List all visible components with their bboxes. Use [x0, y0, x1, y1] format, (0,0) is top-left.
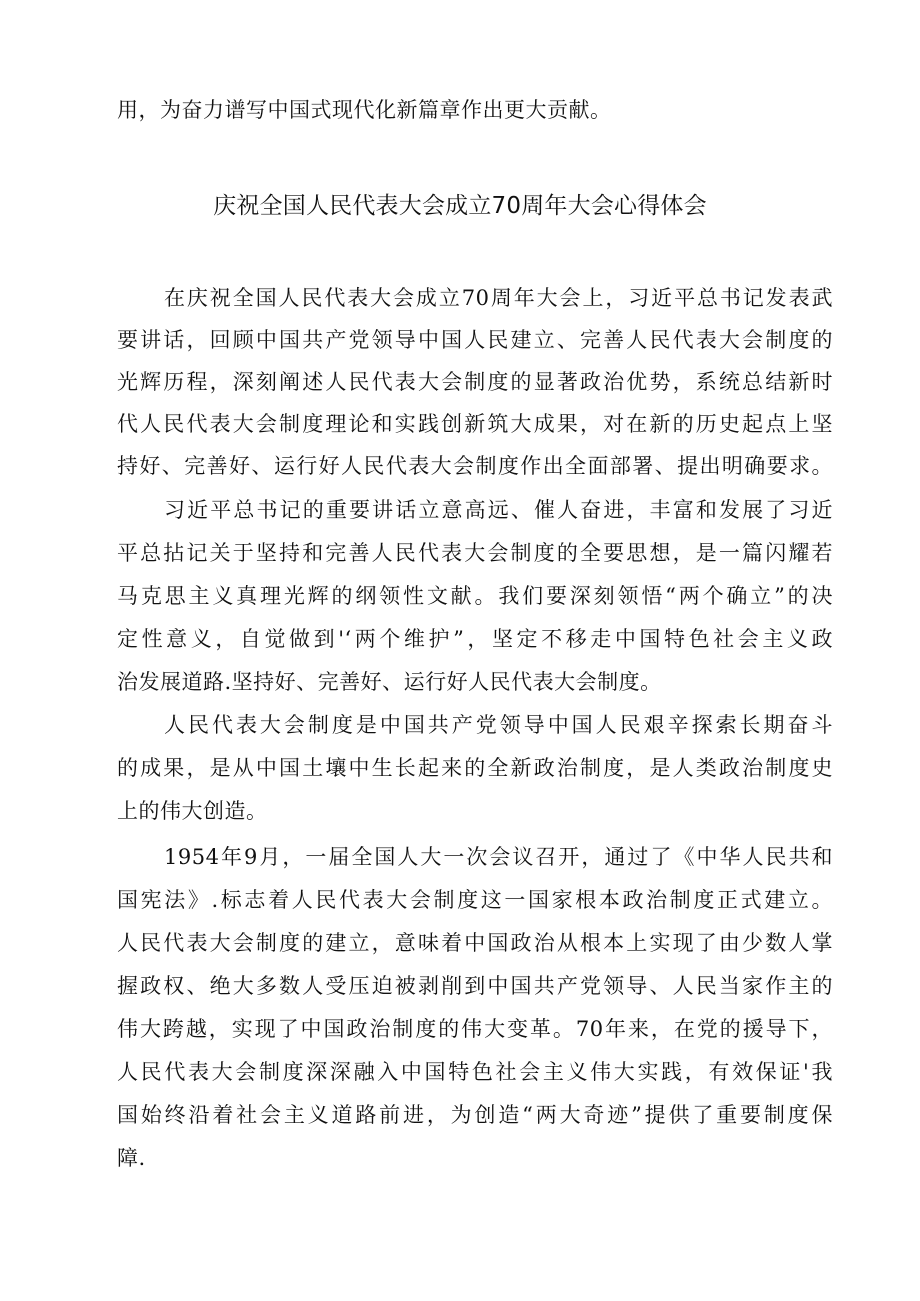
paragraph-3-line-1: 人民代表大会制度是中国共产党领导中国人民艰辛探索长期奋斗	[164, 713, 833, 737]
paragraph-3-line-2: 的成果，是从中国土壤中生长起来的全新政治制度，是人类政治制度史	[117, 756, 833, 780]
paragraph-4-line-4: 握政权、绝大多数人受压迫被剥削到中国共产党领导、人民当家作主的	[117, 974, 833, 998]
paragraph-1-line-2: 要讲话，回顾中国共产党领导中国人民建立、完善人民代表大会制度的	[117, 328, 833, 352]
paragraph-1-line-3: 光辉历程，深刻阐述人民代表大会制度的显著政治优势，系统总结新时	[117, 370, 833, 394]
paragraph-2-line-2: 平总拈记关于坚持和完善人民代表大会制度的全要思想，是一篇闪耀若	[117, 541, 833, 565]
paragraph-4-line-3: 人民代表大会制度的建立，意味着中国政治从根本上实现了由少数人掌	[117, 931, 833, 955]
paragraph-1-line-5: 持好、完善好、运行好人民代表大会制度作出全面部署、提出明确要求。	[117, 454, 833, 478]
article-title: 庆祝全国人民代表大会成立70周年大会心得体会	[213, 193, 707, 219]
paragraph-2-line-3: 马克思主义真理光辉的纲领性文献。我们要深刻领悟“两个确立”的决	[117, 584, 833, 608]
paragraph-2-line-5: 治发展道路.坚持好、完善好、运行好人民代表大会制度。	[117, 670, 662, 694]
paragraph-1-line-4: 代人民代表大会制度理论和实践创新筑大成果，对在新的历史起点上坚	[117, 412, 833, 436]
closing-line-previous-article: 用，为奋力谱写中国式现代化新篇章作出更大贡献。	[117, 98, 612, 122]
paragraph-4-line-7: 国始终沿着社会主义道路前进，为创造“两大奇迹”提供了重要制度保	[117, 1103, 833, 1127]
paragraph-3-line-3: 上的伟大创造。	[117, 799, 268, 823]
paragraph-4-line-2: 国宪法》.标志着人民代表大会制度这一国家根本政治制度正式建立。	[117, 888, 833, 912]
paragraph-2-line-1: 习近平总书记的重要讲话立意高远、催人奋进，丰富和发展了习近	[164, 498, 833, 522]
paragraph-4-line-8: 障.	[117, 1146, 146, 1170]
paragraph-4-line-1: 1954年9月，一届全国人大一次会议召开，通过了《中华人民共和	[164, 845, 833, 869]
paragraph-2-line-4: 定性意义，自觉做到'‘两个维护”，坚定不移走中国特色社会主义政	[117, 627, 833, 651]
paragraph-4-line-6: 人民代表大会制度深深融入中国特色社会主义伟大实践，有效保证'我	[117, 1060, 833, 1084]
paragraph-1-line-1: 在庆祝全国人民代表大会成立70周年大会上，习近平总书记发表武	[164, 286, 833, 310]
paragraph-4-line-5: 伟大跨越，实现了中国政治制度的伟大变革。70年来，在党的援导下，	[117, 1017, 833, 1041]
